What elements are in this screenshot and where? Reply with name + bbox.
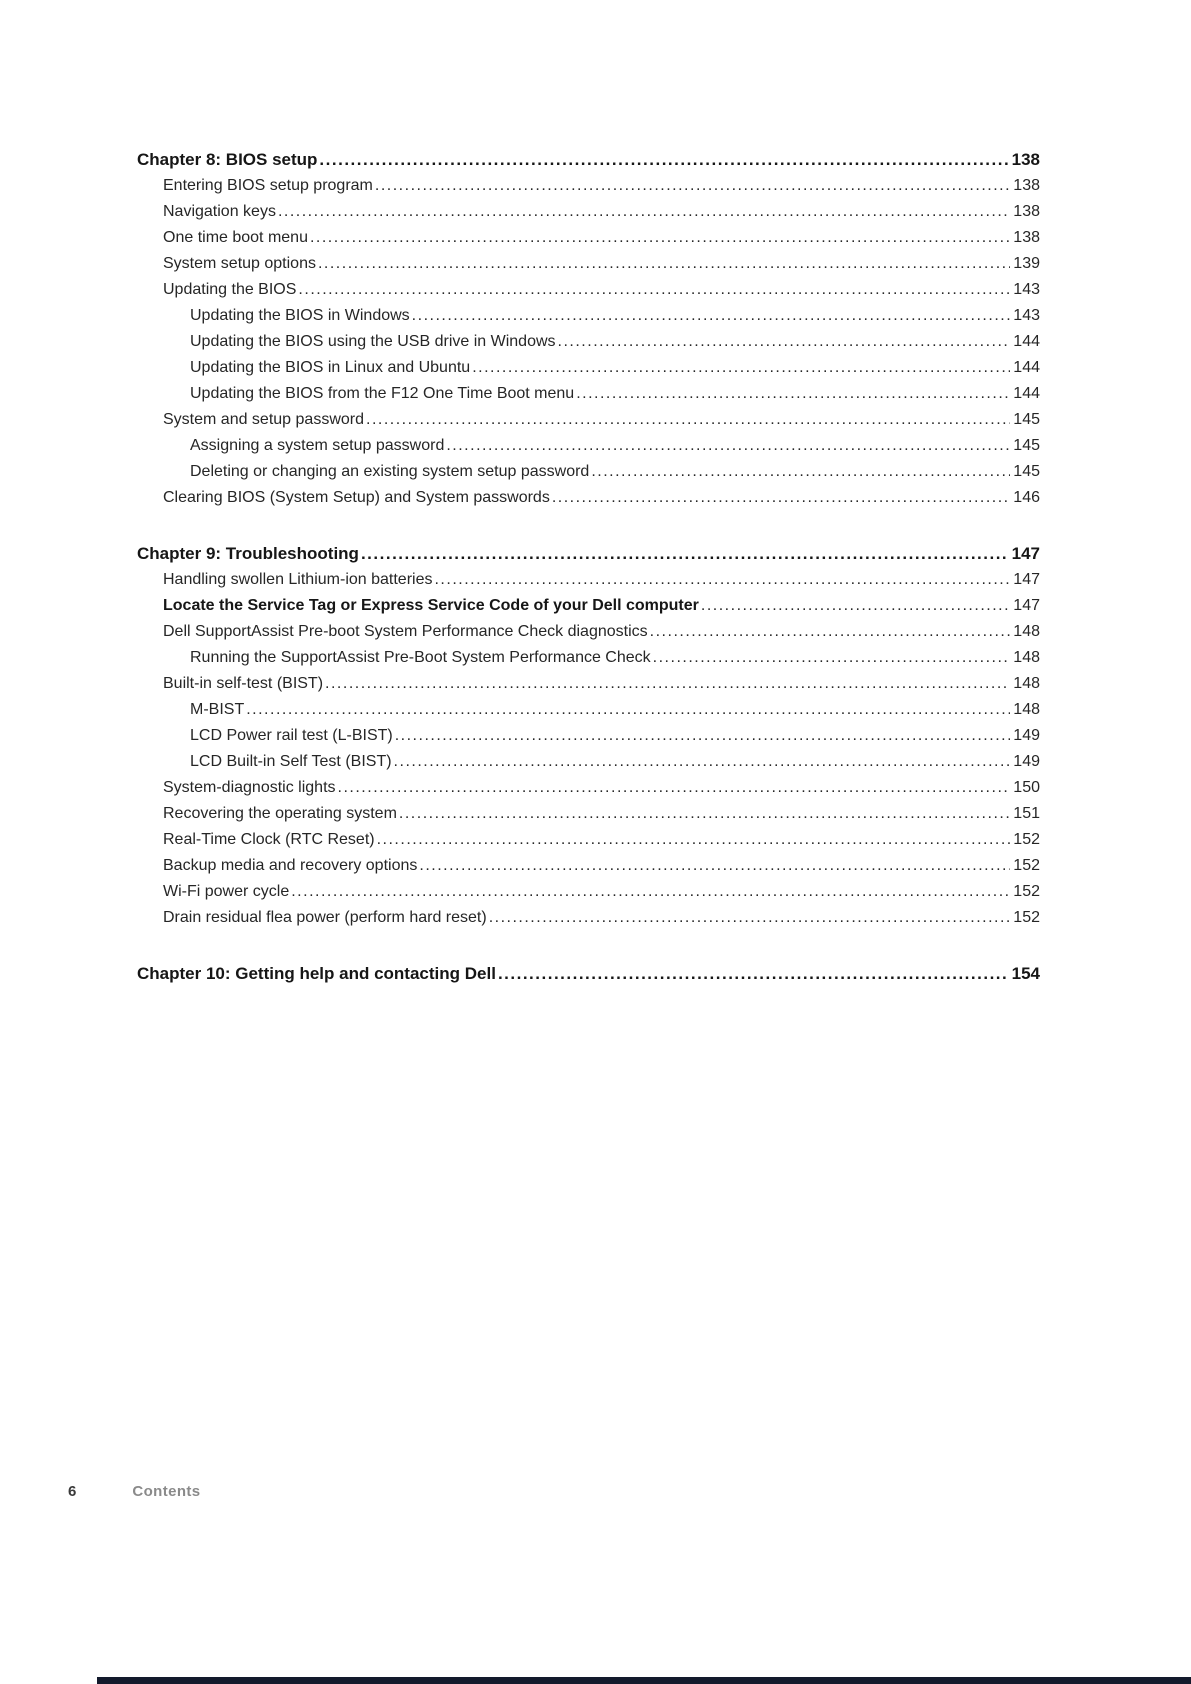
toc-entry-page-number: 148 <box>1013 675 1040 692</box>
toc-entry-page-number: 143 <box>1013 307 1040 324</box>
toc-entry-row[interactable] <box>137 485 1040 511</box>
leader-dots <box>417 853 1010 879</box>
leader-dots <box>323 671 1010 697</box>
toc-entry-title: Handling swollen Lithium-ion batteries <box>163 571 433 588</box>
toc-entry-page-number: 147 <box>1013 597 1040 614</box>
leader-dots <box>648 619 1011 645</box>
leader-dots <box>470 355 1010 381</box>
toc-entry-row[interactable] <box>137 355 1040 381</box>
toc-entry-title: Real-Time Clock (RTC Reset) <box>163 831 375 848</box>
toc-entry-row[interactable] <box>137 303 1040 329</box>
toc-entry-title: Updating the BIOS from the F12 One Time Boot menu <box>190 385 575 402</box>
toc-chapter-row[interactable] <box>137 541 1040 567</box>
chapter-block <box>137 961 1040 987</box>
leader-dots <box>373 173 1010 199</box>
toc-entry-row[interactable] <box>137 199 1040 225</box>
leader-dots <box>296 277 1010 303</box>
toc-entry-title: Assigning a system setup password <box>190 437 445 454</box>
leader-dots <box>444 433 1010 459</box>
toc-chapter-title: Chapter 8: BIOS setup <box>137 150 318 169</box>
leader-dots <box>317 147 1008 173</box>
chapter-block <box>137 541 1040 931</box>
toc-entry-page-number: 144 <box>1013 385 1040 402</box>
leader-dots <box>336 775 1011 801</box>
toc-entry-title: One time boot menu <box>163 229 308 246</box>
toc-entry-page-number: 144 <box>1013 359 1040 376</box>
table-of-contents <box>137 147 1040 987</box>
leader-dots <box>574 381 1010 407</box>
toc-entry-row[interactable] <box>137 749 1040 775</box>
chapter-block <box>137 147 1040 511</box>
toc-entry-row[interactable] <box>137 329 1040 355</box>
toc-entry-page-number: 148 <box>1013 649 1040 666</box>
leader-dots <box>397 801 1010 827</box>
toc-entry-row[interactable] <box>137 593 1040 619</box>
toc-entry-title: Wi-Fi power cycle <box>163 883 290 900</box>
toc-chapter-title: Chapter 9: Troubleshooting <box>137 544 359 563</box>
toc-entry-page-number: 139 <box>1013 255 1040 272</box>
leader-dots <box>550 485 1010 511</box>
toc-entry-title: Locate the Service Tag or Express Service Code of your Dell computer <box>163 597 699 614</box>
toc-entry-page-number: 143 <box>1013 281 1040 298</box>
leader-dots <box>651 645 1011 671</box>
toc-entry-row[interactable] <box>137 697 1040 723</box>
toc-entry-row[interactable] <box>137 277 1040 303</box>
bottom-bar <box>97 1677 1191 1684</box>
toc-entry-page-number: 150 <box>1013 779 1040 796</box>
toc-entry-row[interactable] <box>137 879 1040 905</box>
leader-dots <box>393 723 1011 749</box>
toc-entry-row[interactable] <box>137 567 1040 593</box>
toc-entry-row[interactable] <box>137 407 1040 433</box>
toc-entry-title: Built-in self-test (BIST) <box>163 675 324 692</box>
toc-entry-page-number: 138 <box>1013 177 1040 194</box>
toc-entry-title: Recovering the operating system <box>163 805 397 822</box>
toc-entry-page-number: 152 <box>1013 883 1040 900</box>
toc-entry-page-number: 138 <box>1013 203 1040 220</box>
toc-entry-title: System-diagnostic lights <box>163 779 336 796</box>
toc-entry-title: Updating the BIOS in Linux and Ubuntu <box>190 359 471 376</box>
toc-entry-page-number: 148 <box>1013 701 1040 718</box>
toc-entry-title: Dell SupportAssist Pre-boot System Performance Check diagnostics <box>163 623 648 640</box>
toc-entry-title: Clearing BIOS (System Setup) and System passwords <box>163 489 550 506</box>
toc-entry-title: Navigation keys <box>163 203 276 220</box>
toc-entry-row[interactable] <box>137 645 1040 671</box>
toc-entry-row[interactable] <box>137 801 1040 827</box>
leader-dots <box>276 199 1010 225</box>
toc-entry-row[interactable] <box>137 905 1040 931</box>
leader-dots <box>308 225 1010 251</box>
page-footer <box>68 1483 201 1500</box>
leader-dots <box>244 697 1010 723</box>
toc-chapter-page-number: 154 <box>1011 964 1040 983</box>
toc-entry-row[interactable] <box>137 251 1040 277</box>
toc-entry-title: Deleting or changing an existing system setup password <box>190 463 590 480</box>
toc-entry-page-number: 152 <box>1013 831 1040 848</box>
toc-entry-title: LCD Built-in Self Test (BIST) <box>190 753 392 770</box>
toc-entry-row[interactable] <box>137 225 1040 251</box>
toc-entry-page-number: 148 <box>1013 623 1040 640</box>
toc-entry-title: Drain residual flea power (perform hard reset) <box>163 909 487 926</box>
footer-section-label: Contents <box>132 1483 201 1500</box>
toc-entry-title: Running the SupportAssist Pre-Boot System Performance Check <box>190 649 651 666</box>
toc-entry-page-number: 149 <box>1013 753 1040 770</box>
leader-dots <box>364 407 1010 433</box>
toc-entry-title: Entering BIOS setup program <box>163 177 373 194</box>
toc-entry-page-number: 145 <box>1013 463 1040 480</box>
leader-dots <box>359 541 1009 567</box>
toc-entry-page-number: 152 <box>1013 857 1040 874</box>
toc-entry-row[interactable] <box>137 723 1040 749</box>
toc-entry-row[interactable] <box>137 173 1040 199</box>
leader-dots <box>556 329 1011 355</box>
footer-page-number: 6 <box>68 1483 77 1500</box>
toc-entry-page-number: 145 <box>1013 437 1040 454</box>
leader-dots <box>699 593 1010 619</box>
leader-dots <box>487 905 1011 931</box>
toc-chapter-row[interactable] <box>137 147 1040 173</box>
toc-entry-page-number: 149 <box>1013 727 1040 744</box>
toc-entry-row[interactable] <box>137 459 1040 485</box>
toc-entry-row[interactable] <box>137 433 1040 459</box>
toc-entry-title: System and setup password <box>163 411 364 428</box>
toc-entry-page-number: 145 <box>1013 411 1040 428</box>
toc-entry-page-number: 147 <box>1013 571 1040 588</box>
toc-entry-title: LCD Power rail test (L-BIST) <box>190 727 393 744</box>
toc-entry-row[interactable] <box>137 381 1040 407</box>
leader-dots <box>289 879 1010 905</box>
toc-entry-page-number: 144 <box>1013 333 1040 350</box>
toc-entry-title: Updating the BIOS using the USB drive in Windows <box>190 333 556 350</box>
toc-chapter-page-number: 147 <box>1011 544 1040 563</box>
leader-dots <box>392 749 1011 775</box>
toc-entry-title: System setup options <box>163 255 316 272</box>
leader-dots <box>589 459 1010 485</box>
toc-entry-page-number: 152 <box>1013 909 1040 926</box>
toc-chapter-row[interactable] <box>137 961 1040 987</box>
toc-entry-page-number: 138 <box>1013 229 1040 246</box>
leader-dots <box>496 961 1009 987</box>
leader-dots <box>316 251 1010 277</box>
toc-chapter-title: Chapter 10: Getting help and contacting Dell <box>137 964 496 983</box>
toc-entry-row[interactable] <box>137 671 1040 697</box>
toc-chapter-page-number: 138 <box>1011 150 1040 169</box>
toc-entry-row[interactable] <box>137 775 1040 801</box>
toc-entry-title: M-BIST <box>190 701 245 718</box>
leader-dots <box>375 827 1011 853</box>
toc-entry-row[interactable] <box>137 619 1040 645</box>
leader-dots <box>432 567 1010 593</box>
toc-entry-page-number: 146 <box>1013 489 1040 506</box>
toc-entry-title: Updating the BIOS in Windows <box>190 307 410 324</box>
leader-dots <box>410 303 1011 329</box>
toc-entry-title: Backup media and recovery options <box>163 857 418 874</box>
toc-entry-row[interactable] <box>137 827 1040 853</box>
toc-entry-page-number: 151 <box>1013 805 1040 822</box>
toc-entry-row[interactable] <box>137 853 1040 879</box>
toc-entry-title: Updating the BIOS <box>163 281 297 298</box>
